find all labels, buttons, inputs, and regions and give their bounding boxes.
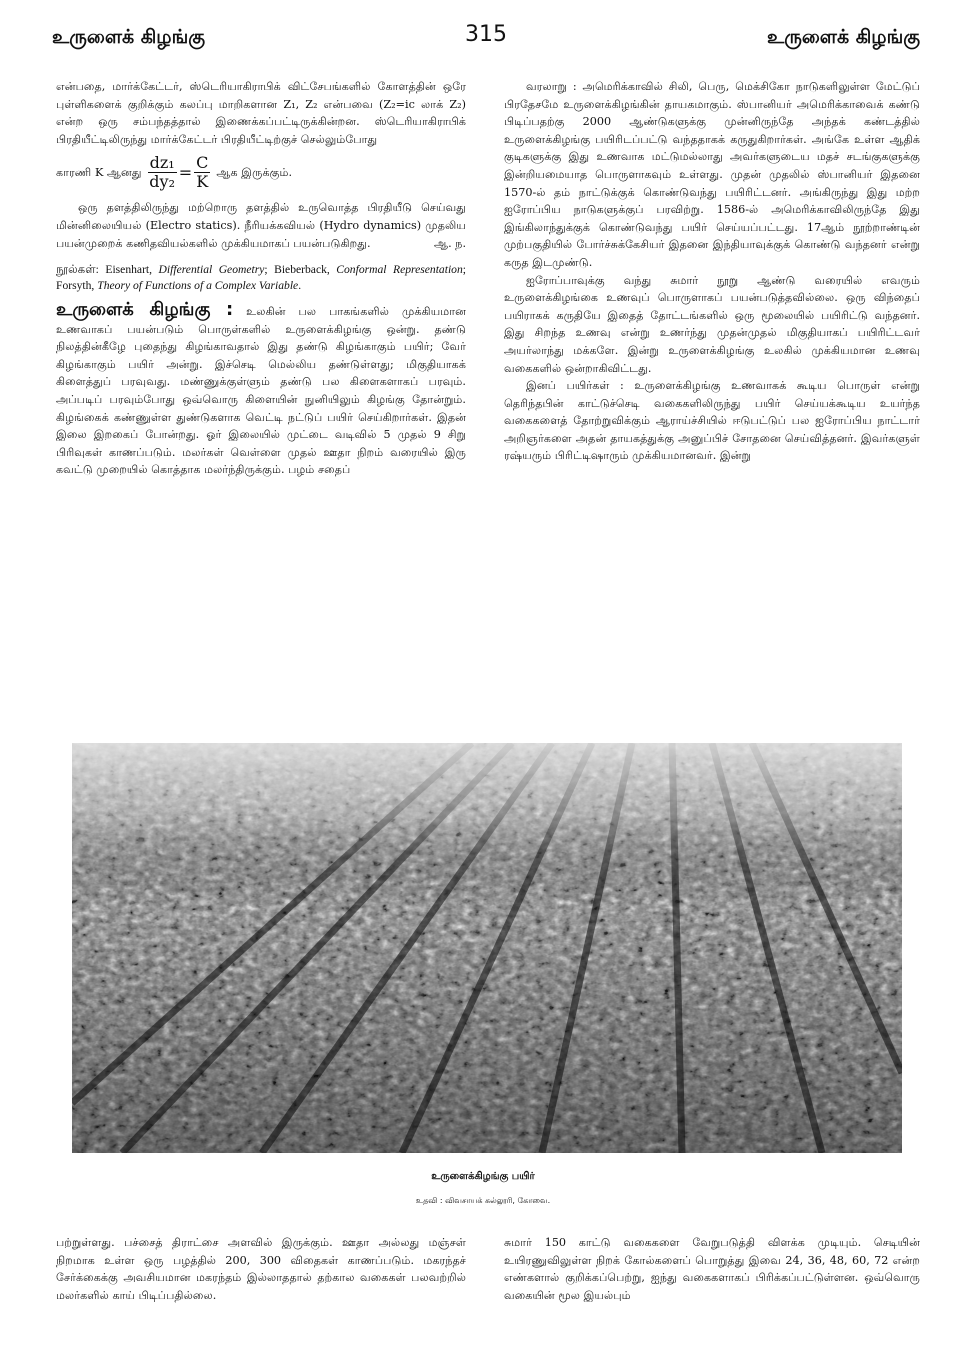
formula-prefix: காரணி K ஆனது — [56, 166, 142, 180]
reference-book-2: Conformal Representation — [336, 263, 463, 277]
formula-left-fraction — [148, 154, 177, 191]
entry-title: உருளைக் கிழங்கு : — [56, 298, 234, 320]
potato-field-photo — [72, 743, 902, 1153]
left-column-top — [56, 78, 466, 479]
paragraph-wild-varieties: சுமார் 150 காட்டு வகைகளை வேறுபடுத்தி விளக்க முடியும். செடியின் உயிரணுவிலுள்ள நிறக் கோல்களைப் பொறுத்து இவை 24, 36, 48, 60, 72 என்ற எண்களால் குறிக்கப்பெற்று, ஐந்து வகைகளாகப் பிரிக்கப்பட்டுள்ளன. ஒவ்வொரு வகையின் மூல இயல்பும் — [504, 1236, 920, 1302]
formula — [148, 154, 211, 191]
author-initials: ஆ. ந. — [434, 236, 466, 250]
formula-numerator-right: C — [196, 153, 209, 173]
reference-book-1: Differential Geometry — [158, 263, 265, 277]
reference-book-3: Theory of Functions of a Complex Variable — [97, 278, 299, 292]
right-column-top — [504, 78, 920, 465]
left-column-bottom — [56, 1234, 466, 1304]
entry-potato — [56, 298, 467, 479]
reference-separator-1: ; Bieberback, — [264, 263, 330, 277]
entry-text: உலகின் பல பாகங்களில் முக்கியமான உணவாகப் பயன்படும் பொருள்களில் உருளைக்கிழங்கு ஒன்று. தண்டு நிலத்தின்கீழே புதைந்து கிழங்காவதால் இது தண்டு கிழங்காகும் பயிர்; வேர் கிழங்காகும் பயிர் அன்று. இச்செடி மெல்லிய தண்டுள்ளது; மிகுதியாகக் கிளைத்துப் பரவுவது. மண்ணுக்குள்ளும் தண்டு பல கிளைகளாகப் பரவும். அப்படிப் பரவும்போது ஒவ்வொரு கிளையின் நுனியிலும் கிழங்கு தோன்றும். கிழங்கைக் கண்ணுள்ள துண்டுகளாக வெட்டி நட்டுப் பயிர் செய்கிறார்கள். இதன் இலை இறகைப் போன்றது. ஓர் இலையில் முட்டை வடிவில் 5 முதல் 9 சிறு பிரிவுகள் காணப்படும். மலர்கள் வெள்ளை முதல் ஊதா நிறம் வரையில் இரு கவட்டு முறையில் கொத்தாக மலர்ந்திருக்கும். பழம் சதைப் — [56, 304, 467, 477]
formula-suffix: ஆக இருக்கும். — [216, 166, 293, 180]
references-label: நூல்கள்: Eisenhart, — [56, 263, 153, 277]
references — [56, 262, 466, 293]
formula-line — [56, 154, 466, 191]
paragraph-history: வரலாறு : அமெரிக்காவில் சிலி, பெரு, மெக்சிகோ நாடுகளிலுள்ள மேட்டுப் பிரதேசமே உருளைக்கிழங்கின் தாயகமாகும். ஸ்பானியர் அமெரிக்காவைக் கண்டு பிடிப்பதற்கு 2000 ஆண்டுகளுக்கு முன்னிருந்தே அந்தக் கண்டத்தில் உருளைக்கிழங்கு பயிரிடப்பட்டு வந்ததாகக் கருதுகிறார்கள். அங்கே உள்ள ஆதிக் குடிகளுக்கு இது உணவாக மட்டுமல்லாது அவர்களுடைய மதச் சடங்குகளுக்கு இன்றியமையாத பொருளாகவும் உள்ளது. முதன் முதலில் ஸ்பானியர் இதனை 1570-ல் தம் நாட்டுக்குக் கொண்டுவந்து பயிரிட்டனர். அங்கிருந்து இது மற்ற ஐரோப்பிய நாடுகளுக்குப் பரவிற்று. 1586-ல் அமெரிக்காவிலிருந்தே இது இங்கிலாந்துக்குக் கொண்டுவந்து பயிர் செய்யப்பட்டது. 17ஆம் நூற்றாண்டின் முற்பகுதியில் போர்ச்சுக்கேசியர் இதனை இந்தியாவுக்குக் கொண்டு வந்தனர் என்று கருத இடமுண்டு. — [504, 80, 920, 269]
paragraph-applications-text: ஒரு தளத்திலிருந்து மற்றொரு தளத்தில் உருவொத்த பிரதியீடு செய்வது மின்னிலையியல் (Electro statics). நீரியக்கவியல் (Hydro dynamics) முதலிய பயன்முறைக் கணிதவியல்களில் முக்கியமாகப் பயன்படுகிறது. — [56, 201, 466, 250]
formula-numerator-left: dz₁ — [149, 153, 175, 173]
page-header — [52, 22, 920, 56]
formula-denominator-right: K — [196, 172, 209, 192]
paragraph-varieties: இனப் பயிர்கள் : உருளைக்கிழங்கு உணவாகக் கூடிய பொருள் என்று தெரிந்தபின் காட்டுச்செடி வகைகளிலிருந்து பயிர் செய்யக்கூடிய உயர்ந்த வகைகளைத் தோற்றுவிக்கும் ஆராய்ச்சியில் ஈடுபட்டுப் பல ஐரோப்பிய நாட்டார் அறிஞர்களை அதன் தாயகத்துக்கு அனுப்பிச் சோதனை செய்வித்தனர். இவர்களுள் ரஷ்யரும் பிரிட்டிஷாரும் முக்கியமானவர். இன்று — [504, 379, 920, 463]
reference-separator-2: ; Forsyth, — [56, 263, 466, 292]
formula-denominator-left: dy₂ — [149, 172, 175, 192]
paragraph-applications — [56, 199, 466, 252]
formula-right-fraction — [194, 154, 210, 191]
paragraph-europe: ஐரோப்பாவுக்கு வந்து சுமார் நூறு ஆண்டு வரையில் எவரும் உருளைக்கிழங்கை உணவுப் பொருளாகப் பயன்படுத்தவில்லை. ஒரு விந்தைப் பயிராகக் கருதியே இதைத் தோட்டங்களில் ஒரு மூலையில் பயிரிட்டு வந்தனர். இது சிறந்த உணவு என்று உணர்ந்து முதன்முதல் மிகுதியாகப் பயிரிட்டவர் அயர்லாந்து மக்களே. இன்று உருளைக்கிழங்கு உலகில் முக்கியமான உணவு வகைகளில் ஒன்றாகிவிட்டது. — [504, 273, 920, 375]
running-title-right: உருளைக் கிழங்கு — [766, 26, 920, 48]
right-column-bottom — [504, 1234, 920, 1304]
paragraph-conformal-mapping: என்பதை, மார்க்கேட்டர், ஸ்டெரியாகிராபிக் விட்சேபங்களில் கோளத்தின் ஒரே புள்ளிகளைக் குறிக்கும் கலப்பு மாறிகளான Z₁, Z₂ என்பவை (Z₂=ic லாக் Z₂) என்ற ஒரு சம்பந்தத்தால் இணைக்கப்பட்டிருக்கின்றன. ஸ்டெரியாகிராபிக் பிரதியீட்டிலிருந்து மார்க்கேட்டர் பிரதியீட்டிற்குச் செல்லும்போது — [56, 80, 466, 146]
reference-end: . — [298, 278, 302, 292]
photo-credit: உதவி : விவசாயக் கல்லூரி, கோவை. — [415, 1196, 551, 1205]
running-title-left: உருளைக் கிழங்கு — [52, 26, 206, 48]
paragraph-fruit: பற்றுள்ளது. பச்சைத் திராட்சை அளவில் இருக்கும். ஊதா அல்லது மஞ்சள் நிறமாக உள்ள ஒரு பழத்தில் 200, 300 விதைகள் காணப்படும். மகரந்தச் சேர்க்கைக்கு அவசியமான மகரந்தம் இல்லாததால் தற்கால வகைகள் பலவற்றில் மலர்களில் காய் பிடிப்பதில்லை. — [56, 1236, 466, 1302]
photo-caption: உருளைக்கிழங்கு பயிர் — [431, 1171, 535, 1182]
formula-equals-sign: = — [178, 163, 193, 183]
page-number: 315 — [465, 22, 507, 47]
